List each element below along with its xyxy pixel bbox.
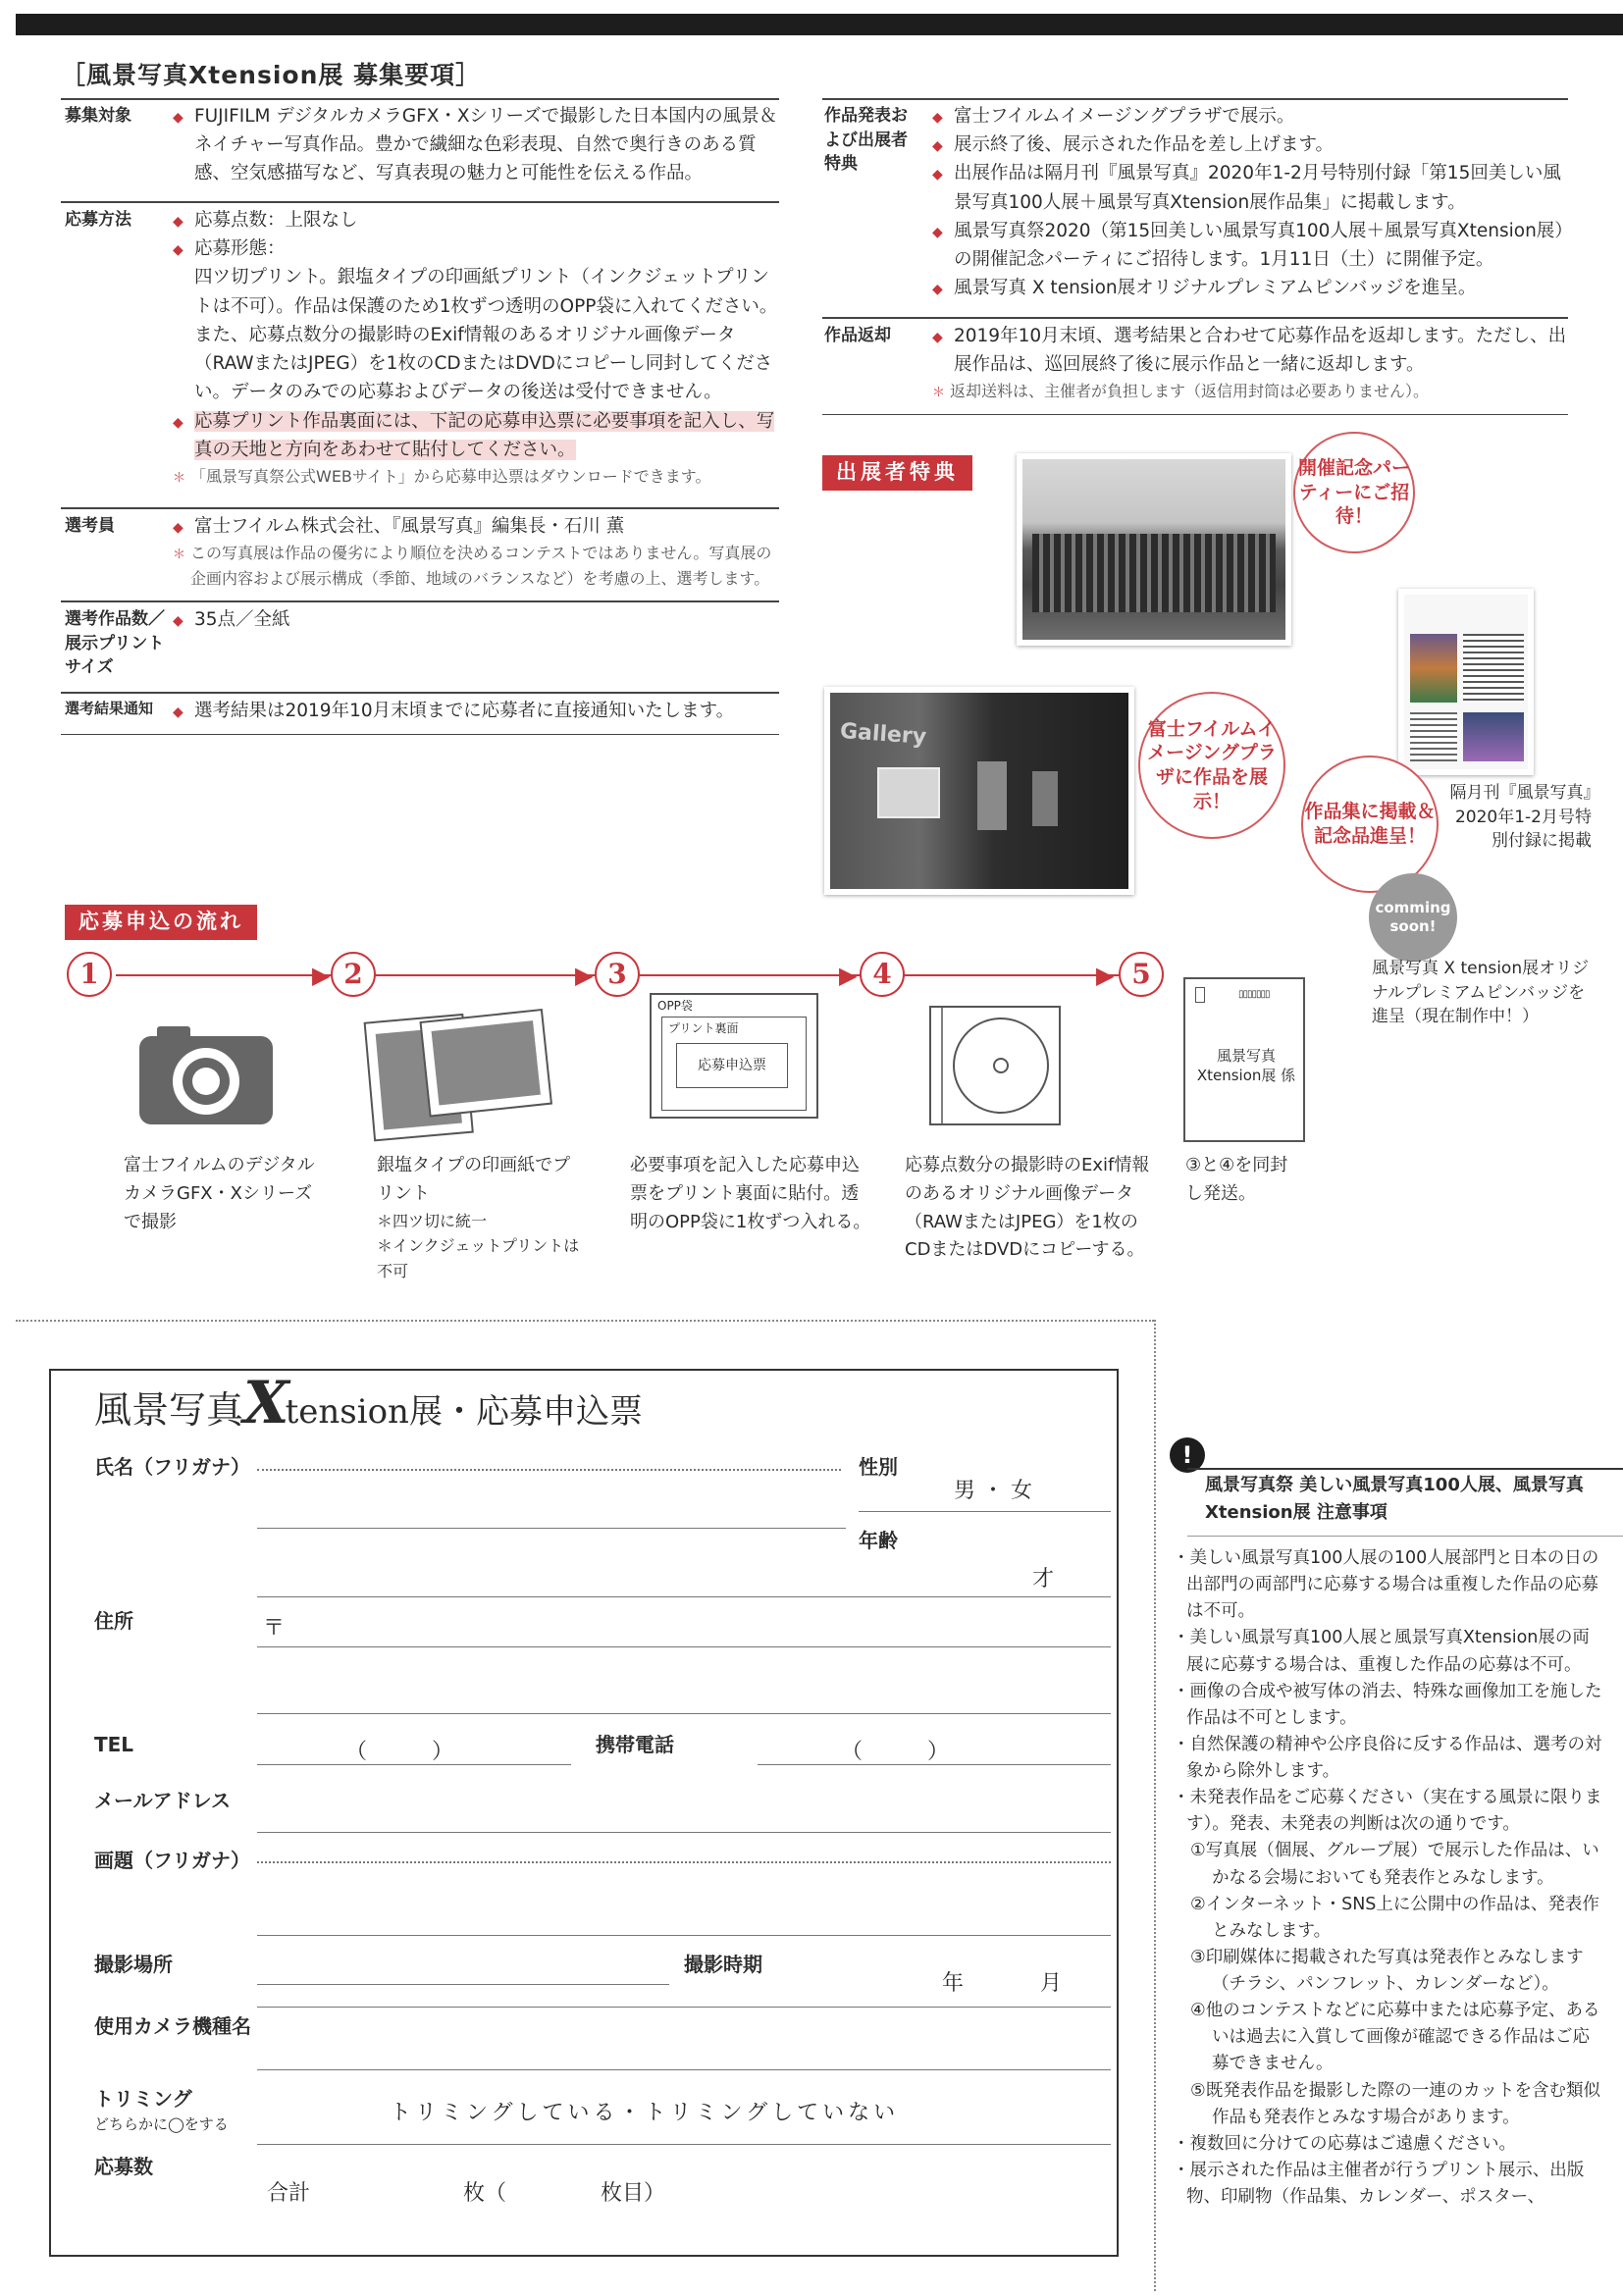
camera-icon xyxy=(137,1020,275,1128)
req-label-notify: 選考結果通知 xyxy=(65,700,154,717)
field-age-input[interactable] xyxy=(257,1596,1111,1597)
field-email-input[interactable] xyxy=(257,1832,1111,1833)
field-age-label: 年齢 xyxy=(859,1529,898,1552)
section-divider xyxy=(61,98,779,100)
step-text-3: 必要事項を記入した応募申込票をプリント裏面に貼付。透明のOPP袋に1枚ずつ入れる。 xyxy=(630,1155,871,1232)
req-items-judge: ◆ 富士フイルム株式会社、『風景写真』編集長・石川 薫 ＊ この写真展は作品の優劣により順位を決めるコンテストではありません。写真展の企画内容および展示構成（季節、地域のバランスなど）を考慮の上、選考します。 xyxy=(173,512,779,591)
field-camera-input[interactable] xyxy=(257,2069,1111,2070)
right-label-return: 作品返却 xyxy=(824,326,891,345)
req-label-judge: 選考員 xyxy=(65,516,115,536)
cut-line-vertical xyxy=(1154,1320,1156,2291)
notice-list: ・美しい風景写真100人展の100人展部門と日本の日の出部門の両部門に応募する場合は重複した作品の応募は不可。 ・美しい風景写真100人展と風景写真Xtension展の両展に応募する場合は、重複した作品の応募は不可。 ・画像の合成や被写体の消去、特殊な画像加工を施した作品は不可とします。 ・自然保護の精神や公序良俗に反する作品は、選考の対象から除外します。 ・未発表作品をご応募ください（実在する風景に限ります）。発表、未発表の判断は次の通りです。 ①写真展（個展、グループ展）で展示した作品は、いかなる会場においても発表作とみなします。 ②インターネット・SNS上に公開中の作品は、発表作とみなします。 ③印刷媒体に掲載された写真は発表作とみなします（チラシ、パンフレット、カレンダーなど）。 ④他のコンテストなどに応募中または応募予定、あるいは過去に入賞して画像が確認できる作品はご応募できません。 ⑤既発表作品を撮影した際の一連のカットを含む類似作品も発表作とみなす場合があります。 ・複数回に分けての応募はご遠慮ください。 ・展示された作品は主催者が行うプリント展示、出版物、印刷物（作品集、カレンダー、ポスター、 xyxy=(1173,1548,1602,2207)
field-sex-options[interactable]: 男 ・ 女 xyxy=(954,1479,1032,1503)
step-number-2: 2 xyxy=(331,952,376,997)
section-divider xyxy=(61,734,779,735)
field-mobile-paren[interactable]: （ ） xyxy=(841,1740,950,1764)
page-title: ［風景写真Xtension展 募集要項］ xyxy=(61,61,482,89)
field-count-sheets-end[interactable]: 枚目） xyxy=(601,2181,666,2206)
section-divider xyxy=(61,201,779,203)
field-title-line[interactable] xyxy=(257,1935,1111,1936)
field-address-input[interactable] xyxy=(257,1646,1111,1647)
notice-rule xyxy=(1187,1468,1623,1470)
section-divider xyxy=(822,98,1568,100)
field-name-input[interactable] xyxy=(257,1469,841,1471)
field-trim-label: トリミング xyxy=(94,2087,192,2111)
flow-tag: 応募申込の流れ xyxy=(65,905,257,940)
warning-icon: ! xyxy=(1170,1437,1205,1473)
section-divider xyxy=(61,692,779,694)
field-trim-options[interactable]: トリミングしている・トリミングしていない xyxy=(390,2101,900,2125)
cd-icon xyxy=(928,1005,1062,1126)
field-date-label: 撮影時期 xyxy=(684,1953,762,1976)
field-name-line[interactable] xyxy=(257,1528,846,1529)
coming-soon-badge: comming soon! xyxy=(1369,873,1457,962)
req-items-count: ◆ 35点／全紙 xyxy=(173,605,779,634)
req-label-target: 募集対象 xyxy=(65,106,131,126)
magazine-caption: 隔月刊『風景写真』2020年1-2月号特別付録に掲載 xyxy=(1449,783,1592,852)
step-number-4: 4 xyxy=(860,952,905,997)
req-items-target: ◆ FUJIFILM デジタルカメラGFX・Xシリーズで撮影した日本国内の風景＆ネイチャー写真作品。豊かで繊細な色彩表現、自然で奥行きのある質感、空気感描写など、写真表現の魅力と可能性を伝える作品。 xyxy=(173,102,779,188)
field-title-input[interactable] xyxy=(257,1861,1111,1863)
form-title: 風景写真Xtension展・応募申込票 xyxy=(94,1369,643,1437)
field-count-label: 応募数 xyxy=(94,2155,153,2178)
field-age-unit: 才 xyxy=(1032,1567,1055,1592)
flow-arrow-icon: ▶ xyxy=(839,962,858,989)
opp-bag: OPP袋 プリント裏面 応募申込票 xyxy=(650,993,818,1119)
field-date-month: 月 xyxy=(1040,1971,1063,1996)
pin-caption: 風景写真 X tension展オリジナルプレミアムピンバッジを進呈（現在制作中！） xyxy=(1372,959,1590,1027)
req-items-method: ◆ 応募点数：上限なし ◆ 応募形態： 四ツ切プリント。銀塩タイプの印画紙プリント（インクジェットプリントは不可）。作品は保護のため1枚ずつ透明のOPP袋に入れてください。また、応募点数分の撮影時のExif情報のあるオリジナル画像データ（RAWまたはJPEG）を1枚のCDまたはDVDにコピーし同封してください。データのみでの応募およびデータの後送は受付できません。 ◆ 応募プリント作品裏面には、下記の応募申込票に必要事項を記入し、写真の天地と方向をあわせて貼付してください。 ＊ 「風景写真祭公式WEBサイト」から応募申込票はダウンロードできます。 xyxy=(173,206,779,490)
field-tel-input[interactable] xyxy=(257,1764,571,1765)
field-mobile-input[interactable] xyxy=(758,1764,1111,1765)
field-count-total: 合計 xyxy=(267,2181,311,2206)
bubble-party: 開催記念パーティーにご招待！ xyxy=(1293,432,1415,553)
right-items-return: ◆ 2019年10月末頃、選考結果と合わせて応募作品を返却します。ただし、出展作品は、巡回展終了後に展示作品と一緒に返却します。 ＊ 返却送料は、主催者が負担します（返信用封筒は必要ありません）。 xyxy=(932,322,1570,404)
step-text-4: 応募点数分の撮影時のExif情報のあるオリジナル画像データ（RAWまたはJPEG）を1枚のCDまたはDVDにコピーする。 xyxy=(905,1155,1150,1261)
field-count-sheets[interactable]: 枚（ xyxy=(463,2181,507,2206)
field-place-input[interactable] xyxy=(257,1984,669,1985)
flow-arrow-icon: ▶ xyxy=(312,962,331,989)
bubble-plaza: 富士フイルムイメージングプラザに作品を展示！ xyxy=(1138,692,1285,839)
field-date-input[interactable] xyxy=(257,2007,1111,2008)
party-photo xyxy=(1017,453,1291,646)
field-place-label: 撮影場所 xyxy=(94,1953,173,1976)
field-trim-note: どちらかに◯をする xyxy=(94,2115,229,2133)
section-divider xyxy=(822,317,1568,319)
section-divider xyxy=(61,507,779,509)
step-number-1: 1 xyxy=(67,952,112,997)
gallery-sign: Gallery xyxy=(839,718,927,751)
section-divider xyxy=(822,414,1568,415)
req-label-count: 選考作品数／展示プリントサイズ xyxy=(65,609,165,678)
step-text-2: 銀塩タイプの印画紙でプリント ＊四ツ切に統一 ＊インクジェットプリントは不可 xyxy=(377,1155,580,1280)
cut-line-horizontal xyxy=(16,1320,1154,1322)
notice-title: 風景写真祭 美しい風景写真100人展、風景写真Xtension展 注意事項 xyxy=(1205,1475,1584,1523)
form-label-box: 応募申込票 xyxy=(676,1043,788,1088)
req-label-method: 応募方法 xyxy=(65,210,131,230)
prints-icon xyxy=(361,1001,557,1148)
benefits-tag: 出展者特典 xyxy=(822,455,972,491)
field-date-year: 年 xyxy=(942,1971,965,1996)
magazine-image xyxy=(1398,589,1534,775)
print-back: プリント裏面 応募申込票 xyxy=(661,1017,807,1111)
field-tel-paren[interactable]: （ ） xyxy=(345,1740,454,1764)
field-title-label: 画題（フリガナ） xyxy=(94,1849,250,1872)
notice-rule xyxy=(1187,1536,1623,1537)
step-text-1: 富士フイルムのデジタルカメラGFX・Xシリーズで撮影 xyxy=(124,1155,315,1232)
req-items-notify: ◆ 選考結果は2019年10月末頃までに応募者に直接通知いたします。 xyxy=(173,697,779,725)
postal-mark: 〒 xyxy=(263,1616,286,1641)
right-items-benefits: ◆ 富士フイルムイメージングプラザで展示。 ◆ 展示終了後、展示された作品を差し上げます。 ◆ 出展作品は隔月刊『風景写真』2020年1-2月号特別付録「第15回美しい風景写真100人展＋風景写真Xtension展作品集」に掲載します。 ◆ 風景写真祭2020（第15回美しい風景写真100人展＋風景写真Xtension展）の開催記念パーティにご招待します。1月11日（土）に開催予定。 ◆ 風景写真 X tension展オリジナルプレミアムピンバッジを進呈。 xyxy=(932,102,1570,303)
field-camera-label: 使用カメラ機種名 xyxy=(94,2014,251,2038)
field-address-label: 住所 xyxy=(94,1609,133,1633)
field-mobile-label: 携帯電話 xyxy=(596,1733,674,1756)
field-sex-label: 性別 xyxy=(859,1455,898,1479)
field-email-label: メールアドレス xyxy=(94,1789,231,1812)
right-label-benefits: 作品発表および出展者特典 xyxy=(824,106,908,175)
envelope-icon: ▯▯▯▯▯▯▯ 風景写真Xtension展 係 xyxy=(1183,977,1305,1142)
party-crowd xyxy=(1032,534,1276,612)
gallery-photo xyxy=(824,687,1134,895)
envelope-label: 風景写真Xtension展 係 xyxy=(1196,1047,1296,1085)
flow-arrow-icon: ▶ xyxy=(575,962,594,989)
flow-arrow-icon: ▶ xyxy=(1096,962,1115,989)
field-tel-label: TEL xyxy=(94,1733,134,1756)
section-divider xyxy=(61,600,779,602)
step-text-5: ③と④を同封し発送。 xyxy=(1185,1155,1288,1204)
application-form xyxy=(49,1369,1119,2257)
field-address-line2[interactable] xyxy=(257,1713,1111,1714)
step-number-5: 5 xyxy=(1119,952,1164,997)
top-bar xyxy=(16,14,1623,35)
field-name-label: 氏名（フリガナ） xyxy=(94,1455,250,1479)
step-number-3: 3 xyxy=(595,952,640,997)
bubble-book: 作品集に掲載＆記念品進呈！ xyxy=(1301,756,1439,893)
